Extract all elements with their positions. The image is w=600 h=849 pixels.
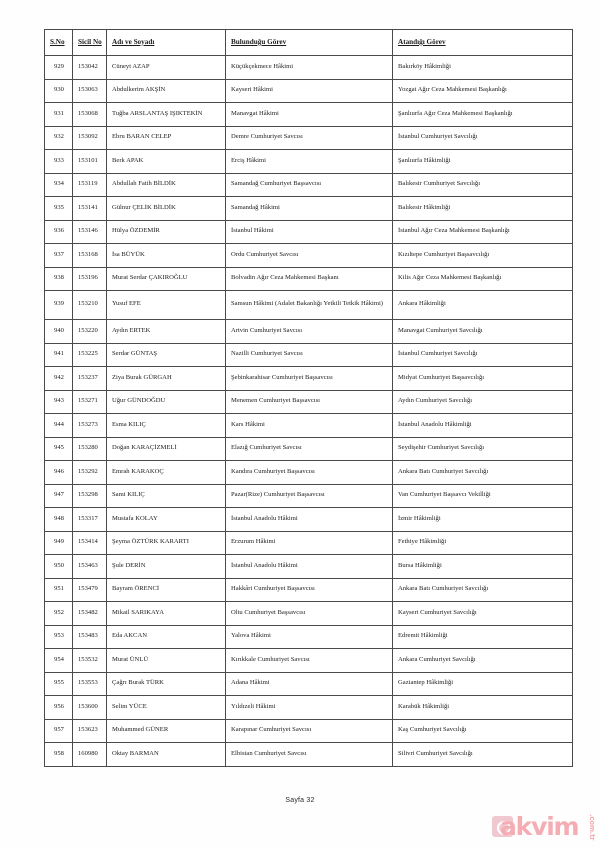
cell-atandigi-gorev: Manavgat Cumhuriyet Savcılığı: [393, 320, 573, 344]
column-header-sicil-no: Sicil No: [73, 30, 107, 56]
cell-atandigi-gorev: Bakırköy Hâkimliği: [393, 56, 573, 80]
cell-sicil-no: 153273: [73, 414, 107, 438]
cell-atandigi-gorev: Seydişehir Cumhuriyet Savcılığı: [393, 437, 573, 461]
cell-adi-ve-soyadi: Yusuf EFE: [107, 291, 226, 320]
cell-bulundugu-gorev: Pazar(Rize) Cumhuriyet Başsavcısı: [226, 484, 393, 508]
cell-adi-ve-soyadi: Uğur GÜNDOĞDU: [107, 390, 226, 414]
cell-sicil-no: 153168: [73, 244, 107, 268]
cell-bulundugu-gorev: Kayseri Hâkimi: [226, 79, 393, 103]
cell-bulundugu-gorev: Yalova Hâkimi: [226, 625, 393, 649]
table-row: [45, 150, 573, 174]
cell-sicil-no: 153146: [73, 220, 107, 244]
cell-bulundugu-gorev: İstanbul Anadolu Hâkimi: [226, 555, 393, 579]
cell-sno: 931: [45, 103, 73, 127]
table-row: [45, 649, 573, 673]
table-row: [45, 719, 573, 743]
cell-adi-ve-soyadi: Şeyma ÖZTÜRK KARARTI: [107, 531, 226, 555]
cell-bulundugu-gorev: İstanbul Hâkimi: [226, 220, 393, 244]
page-footer: Sayfa 32: [285, 797, 315, 804]
table-row: [45, 555, 573, 579]
cell-atandigi-gorev: Yozgat Ağır Ceza Mahkemesi Başkanlığı: [393, 79, 573, 103]
cell-sicil-no: 153482: [73, 602, 107, 626]
cell-sno: 956: [45, 696, 73, 720]
cell-adi-ve-soyadi: Şule DERİN: [107, 555, 226, 579]
watermark-tld-text: .com.tr: [588, 814, 596, 841]
cell-atandigi-gorev: İstanbul Cumhuriyet Savcılığı: [393, 343, 573, 367]
cell-bulundugu-gorev: Erzurum Hâkimi: [226, 531, 393, 555]
cell-sno: 957: [45, 719, 73, 743]
table-row: [45, 602, 573, 626]
cell-adi-ve-soyadi: Esma KILIÇ: [107, 414, 226, 438]
cell-sicil-no: 153463: [73, 555, 107, 579]
column-header-adi-ve-soyadi: Adı ve Soyadı: [107, 30, 226, 56]
cell-atandigi-gorev: İstanbul Ağır Ceza Mahkemesi Başkanlığı: [393, 220, 573, 244]
cell-atandigi-gorev: Şanlıurfa Ağır Ceza Mahkemesi Başkanlığı: [393, 103, 573, 127]
cell-sno: 932: [45, 126, 73, 150]
cell-sno: 950: [45, 555, 73, 579]
cell-sicil-no: 153237: [73, 367, 107, 391]
cell-adi-ve-soyadi: Murat ÜNLÜ: [107, 649, 226, 673]
cell-sicil-no: 153210: [73, 291, 107, 320]
cell-sicil-no: 153553: [73, 672, 107, 696]
cell-adi-ve-soyadi: Mustafa KOLAY: [107, 508, 226, 532]
table-row: [45, 103, 573, 127]
cell-atandigi-gorev: İstanbul Cumhuriyet Savcılığı: [393, 126, 573, 150]
table-row: [45, 367, 573, 391]
table-row: [45, 79, 573, 103]
cell-bulundugu-gorev: Samandağ Cumhuriyet Başsavcısı: [226, 173, 393, 197]
cell-atandigi-gorev: Bursa Hâkimliği: [393, 555, 573, 579]
appointments-table: [44, 29, 573, 767]
cell-sicil-no: 153298: [73, 484, 107, 508]
cell-atandigi-gorev: Balıkesir Cumhuriyet Savcılığı: [393, 173, 573, 197]
cell-sicil-no: 160980: [73, 743, 107, 767]
table-row: [45, 578, 573, 602]
cell-sicil-no: 153317: [73, 508, 107, 532]
cell-bulundugu-gorev: Manavgat Hâkimi: [226, 103, 393, 127]
table-row: [45, 414, 573, 438]
column-header-bulundugu-gorev: Bulunduğu Görev: [226, 30, 393, 56]
cell-adi-ve-soyadi: Sami KILIÇ: [107, 484, 226, 508]
cell-sicil-no: 153042: [73, 56, 107, 80]
cell-atandigi-gorev: Ankara Hâkimliği: [393, 291, 573, 320]
cell-bulundugu-gorev: Samandağ Hâkimi: [226, 197, 393, 221]
cell-sno: 936: [45, 220, 73, 244]
cell-sicil-no: 153600: [73, 696, 107, 720]
cell-sno: 949: [45, 531, 73, 555]
cell-sicil-no: 153479: [73, 578, 107, 602]
cell-bulundugu-gorev: Nazilli Cumhuriyet Savcısı: [226, 343, 393, 367]
cell-adi-ve-soyadi: Gülnur ÇELİK BİLDİK: [107, 197, 226, 221]
cell-sno: 943: [45, 390, 73, 414]
cell-sno: 935: [45, 197, 73, 221]
cell-atandigi-gorev: Ankara Batı Cumhuriyet Savcılığı: [393, 461, 573, 485]
cell-bulundugu-gorev: Oltu Cumhuriyet Başsavcısı: [226, 602, 393, 626]
cell-adi-ve-soyadi: Abdulkerim AKŞİN: [107, 79, 226, 103]
cell-sno: 954: [45, 649, 73, 673]
table-row: [45, 291, 573, 320]
cell-atandigi-gorev: İstanbul Anadolu Hâkimliği: [393, 414, 573, 438]
cell-sno: 940: [45, 320, 73, 344]
cell-adi-ve-soyadi: Mikail SARIKAYA: [107, 602, 226, 626]
cell-adi-ve-soyadi: Doğan KARAÇİZMELİ: [107, 437, 226, 461]
cell-adi-ve-soyadi: Çağrı Burak TÜRK: [107, 672, 226, 696]
cell-sicil-no: 153101: [73, 150, 107, 174]
cell-adi-ve-soyadi: Serdar GÜNTAŞ: [107, 343, 226, 367]
table-row: [45, 672, 573, 696]
cell-atandigi-gorev: Ankara Batı Cumhuriyet Savcılığı: [393, 578, 573, 602]
table-row: [45, 696, 573, 720]
takvim-watermark-logo: [492, 809, 596, 845]
cell-adi-ve-soyadi: Oktay BARMAN: [107, 743, 226, 767]
cell-adi-ve-soyadi: Bayram ÖRENCİ: [107, 578, 226, 602]
cell-bulundugu-gorev: Erciş Hâkimi: [226, 150, 393, 174]
cell-bulundugu-gorev: Demre Cumhuriyet Savcısı: [226, 126, 393, 150]
cell-sno: 930: [45, 79, 73, 103]
cell-sno: 952: [45, 602, 73, 626]
cell-bulundugu-gorev: Şebinkarahisar Cumhuriyet Başsavcısı: [226, 367, 393, 391]
cell-bulundugu-gorev: Elazığ Cumhuriyet Savcısı: [226, 437, 393, 461]
cell-sno: 942: [45, 367, 73, 391]
cell-atandigi-gorev: Kızıltepe Cumhuriyet Başsavcılığı: [393, 244, 573, 268]
cell-bulundugu-gorev: Menemen Cumhuriyet Başsavcısı: [226, 390, 393, 414]
cell-sicil-no: 153271: [73, 390, 107, 414]
cell-atandigi-gorev: Fethiye Hâkimliği: [393, 531, 573, 555]
cell-sicil-no: 153280: [73, 437, 107, 461]
table-row: [45, 244, 573, 268]
watermark-brand-text: akvim: [500, 812, 579, 841]
cell-adi-ve-soyadi: Ebru BARAN CELEP: [107, 126, 226, 150]
column-header-sno: S.No: [45, 30, 73, 56]
cell-adi-ve-soyadi: Aydın ERTEK: [107, 320, 226, 344]
table-row: [45, 743, 573, 767]
cell-bulundugu-gorev: Kırıkkale Cumhuriyet Savcısı: [226, 649, 393, 673]
cell-adi-ve-soyadi: Emrah KARAKOÇ: [107, 461, 226, 485]
cell-atandigi-gorev: İzmir Hâkimliği: [393, 508, 573, 532]
cell-atandigi-gorev: Kaş Cumhuriyet Savcılığı: [393, 719, 573, 743]
table-row: [45, 267, 573, 291]
column-header-atandigi-gorev: Atandığı Görev: [393, 30, 573, 56]
cell-sno: 934: [45, 173, 73, 197]
cell-atandigi-gorev: Midyat Cumhuriyet Başsavcılığı: [393, 367, 573, 391]
cell-sno: 945: [45, 437, 73, 461]
cell-atandigi-gorev: Edremit Hâkimliği: [393, 625, 573, 649]
cell-sicil-no: 153225: [73, 343, 107, 367]
cell-sno: 947: [45, 484, 73, 508]
table-row: [45, 173, 573, 197]
table-row: [45, 437, 573, 461]
cell-bulundugu-gorev: Küçükçekmece Hâkimi: [226, 56, 393, 80]
cell-adi-ve-soyadi: Abdullah Fatih BİLDİK: [107, 173, 226, 197]
cell-atandigi-gorev: Aydın Cumhuriyet Savcılığı: [393, 390, 573, 414]
table-row: [45, 484, 573, 508]
cell-sno: 941: [45, 343, 73, 367]
cell-bulundugu-gorev: Bolvadin Ağır Ceza Mahkemesi Başkanı: [226, 267, 393, 291]
cell-sicil-no: 153532: [73, 649, 107, 673]
cell-atandigi-gorev: Karabük Hâkimliği: [393, 696, 573, 720]
cell-atandigi-gorev: Van Cumhuriyet Başsavcı Vekilliği: [393, 484, 573, 508]
cell-sno: 939: [45, 291, 73, 320]
cell-atandigi-gorev: Ankara Cumhuriyet Savcılığı: [393, 649, 573, 673]
cell-adi-ve-soyadi: İsa BÜYÜK: [107, 244, 226, 268]
cell-sicil-no: 153119: [73, 173, 107, 197]
table-row: [45, 197, 573, 221]
cell-sicil-no: 153196: [73, 267, 107, 291]
cell-atandigi-gorev: Silivri Cumhuriyet Savcılığı: [393, 743, 573, 767]
cell-sno: 937: [45, 244, 73, 268]
table-row: [45, 320, 573, 344]
appointments-table-container: [44, 29, 572, 767]
cell-adi-ve-soyadi: Murat Serdar ÇAKIROĞLU: [107, 267, 226, 291]
cell-sno: 933: [45, 150, 73, 174]
cell-sno: 938: [45, 267, 73, 291]
cell-atandigi-gorev: Balıkesir Hâkimliği: [393, 197, 573, 221]
cell-bulundugu-gorev: Elbistan Cumhuriyet Savcısı: [226, 743, 393, 767]
cell-sicil-no: 153068: [73, 103, 107, 127]
cell-sno: 944: [45, 414, 73, 438]
cell-sno: 951: [45, 578, 73, 602]
cell-sno: 946: [45, 461, 73, 485]
table-header-row: [45, 30, 573, 56]
cell-bulundugu-gorev: Hakkâri Cumhuriyet Başsavcısı: [226, 578, 393, 602]
table-row: [45, 126, 573, 150]
cell-atandigi-gorev: Gaziantep Hâkimliği: [393, 672, 573, 696]
table-row: [45, 390, 573, 414]
cell-sno: 929: [45, 56, 73, 80]
cell-bulundugu-gorev: İstanbul Anadolu Hâkimi: [226, 508, 393, 532]
table-header: [45, 30, 573, 56]
table-row: [45, 56, 573, 80]
cell-sicil-no: 153092: [73, 126, 107, 150]
cell-bulundugu-gorev: Artvin Cumhuriyet Savcısı: [226, 320, 393, 344]
table-body: [45, 56, 573, 767]
cell-bulundugu-gorev: Kars Hâkimi: [226, 414, 393, 438]
cell-adi-ve-soyadi: Muhammed GÜNER: [107, 719, 226, 743]
cell-sicil-no: 153292: [73, 461, 107, 485]
cell-bulundugu-gorev: Karapınar Cumhuriyet Savcısı: [226, 719, 393, 743]
cell-adi-ve-soyadi: Hülya ÖZDEMİR: [107, 220, 226, 244]
cell-sno: 948: [45, 508, 73, 532]
cell-atandigi-gorev: Kayseri Cumhuriyet Savcılığı: [393, 602, 573, 626]
cell-atandigi-gorev: Kilis Ağır Ceza Mahkemesi Başkanlığı: [393, 267, 573, 291]
cell-adi-ve-soyadi: Tuğba ARSLANTAŞ IŞIKTEKİN: [107, 103, 226, 127]
cell-bulundugu-gorev: Kandıra Cumhuriyet Başsavcısı: [226, 461, 393, 485]
cell-sicil-no: 153483: [73, 625, 107, 649]
cell-sno: 953: [45, 625, 73, 649]
cell-sicil-no: 153623: [73, 719, 107, 743]
cell-sno: 955: [45, 672, 73, 696]
cell-sicil-no: 153414: [73, 531, 107, 555]
cell-bulundugu-gorev: Samsun Hâkimi (Adalet Bakanlığı Yetkili Tetkik Hâkimi): [226, 291, 393, 320]
cell-sicil-no: 153220: [73, 320, 107, 344]
cell-adi-ve-soyadi: Ziya Burak GÜRGAH: [107, 367, 226, 391]
table-row: [45, 461, 573, 485]
table-row: [45, 220, 573, 244]
table-row: [45, 508, 573, 532]
cell-bulundugu-gorev: Ordu Cumhuriyet Savcısı: [226, 244, 393, 268]
cell-sicil-no: 153141: [73, 197, 107, 221]
cell-bulundugu-gorev: Yıldızeli Hâkimi: [226, 696, 393, 720]
table-row: [45, 343, 573, 367]
table-row: [45, 531, 573, 555]
cell-adi-ve-soyadi: Berk APAK: [107, 150, 226, 174]
cell-bulundugu-gorev: Adana Hâkimi: [226, 672, 393, 696]
cell-adi-ve-soyadi: Selim YÜCE: [107, 696, 226, 720]
cell-atandigi-gorev: Şanlıurfa Hâkimliği: [393, 150, 573, 174]
cell-adi-ve-soyadi: Eda AKCAN: [107, 625, 226, 649]
cell-sno: 958: [45, 743, 73, 767]
cell-sicil-no: 153063: [73, 79, 107, 103]
cell-adi-ve-soyadi: Cüneyt AZAP: [107, 56, 226, 80]
table-row: [45, 625, 573, 649]
